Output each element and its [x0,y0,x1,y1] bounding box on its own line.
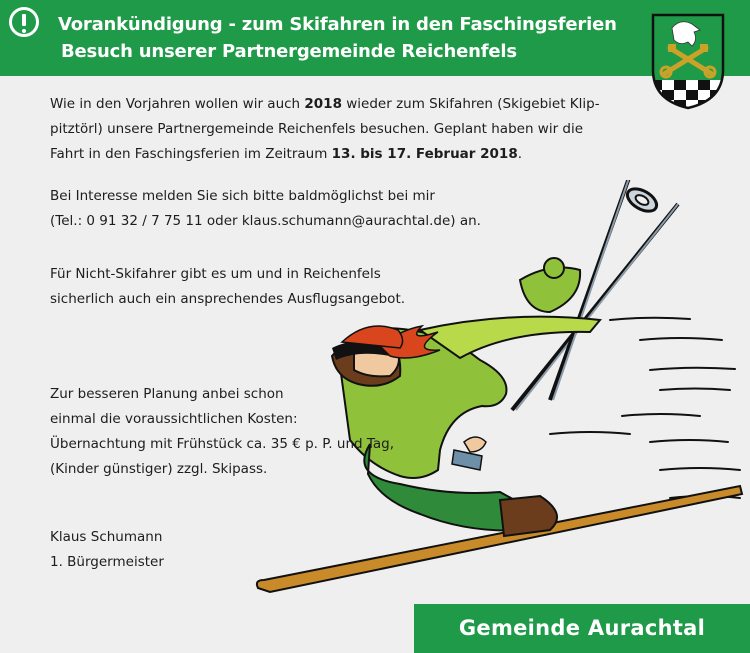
date-highlight: 13. bis 17. Februar 2018 [331,146,518,162]
header-banner [0,0,750,76]
paragraph-trip-info [50,92,600,167]
text: wieder zum Skifahren (Skigebiet Klip- [341,96,600,112]
text: pitztörl) unsere Partnergemeinde Reichenfels besuchen. Geplant haben wir die [50,121,584,137]
coat-of-arms-icon [650,12,726,110]
page-title [58,11,617,65]
text: sicherlich auch ein ansprechendes Ausflugsangebot. [50,291,406,307]
text: Zur besseren Planung anbei schon [50,386,284,402]
text: Für Nicht-Skifahrer gibt es um und in Reichenfels [50,266,381,282]
contact-details: (Tel.: 0 91 32 / 7 75 11 oder klaus.schumann@aurachtal.de) an. [50,213,481,229]
signature-block [50,525,164,575]
municipality-name: Gemeinde Aurachtal [458,616,706,640]
exclamation-circle-icon [9,7,39,37]
text: . [517,146,523,162]
text: Wie in den Vorjahren wollen wir auch [50,96,305,112]
text: Bei Interesse melden Sie sich bitte baldmöglichst bei mir [50,188,435,204]
text: Übernachtung mit Frühstück ca. 35 € p. P. und Tag, [50,436,395,452]
text: Fahrt in den Faschingsferien im Zeitraum [50,146,332,162]
paragraph-costs [50,382,394,482]
paragraph-non-skiers [50,262,405,312]
signer-name: Klaus Schumann [50,529,163,545]
text: einmal die voraussichtlichen Kosten: [50,411,298,427]
title-line-1: Vorankündigung - zum Skifahren in den Faschingsferien [58,14,617,35]
signer-title: 1. Bürgermeister [50,554,164,570]
text: (Kinder günstiger) zzgl. Skipass. [50,461,268,477]
title-line-2: Besuch unserer Partnergemeinde Reichenfels [61,41,517,62]
year-highlight: 2018 [304,96,342,112]
footer-banner [414,604,750,653]
paragraph-contact [50,184,481,234]
